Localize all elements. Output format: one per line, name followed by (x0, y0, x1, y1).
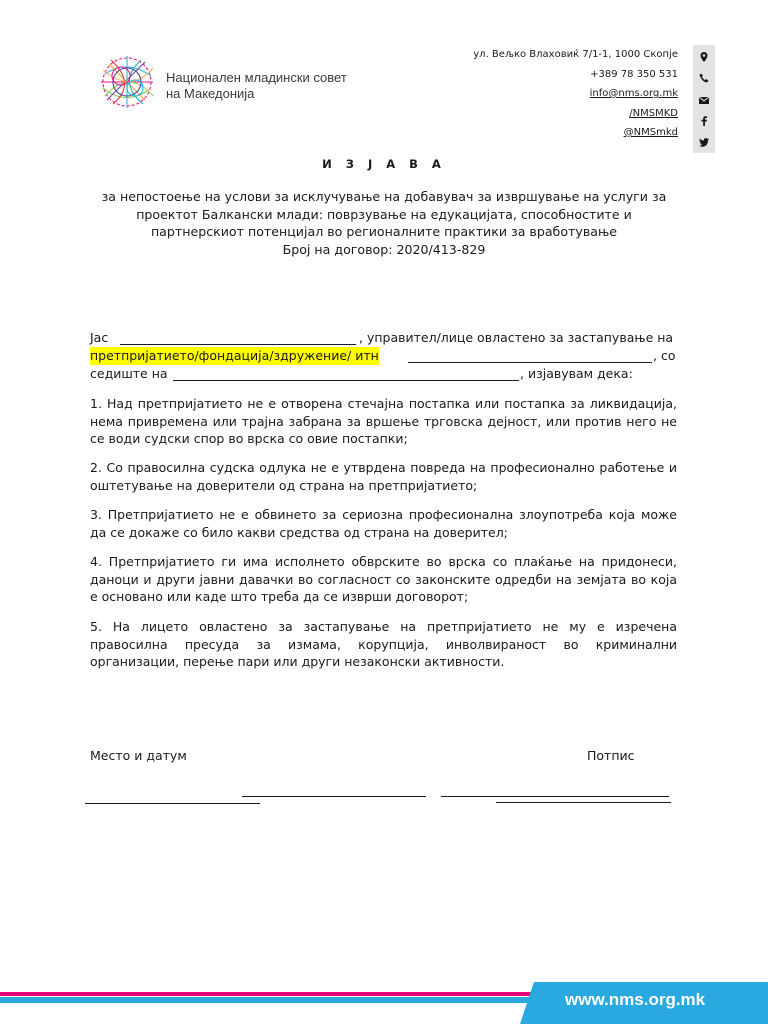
point-1: 1. Над претпријатието не е отворена стечајна постапка или постапка за ликвидација, нема привремена или трајна забрана за вршење трговска дејност, или против него не се води судски спор во врска со овие постапки; (90, 396, 677, 447)
phone-icon (698, 72, 710, 84)
point-3: 3. Претпријатието не е обвинето за сериозна професионална злоупотреба која може да се докаже со било какви средства од страна на доверител; (90, 507, 677, 540)
intro-seat: седиште на (90, 366, 168, 381)
contact-block (473, 45, 678, 143)
twitter-icon[interactable] (698, 136, 710, 148)
intro-representative: , управител/лице овластено за застапување на (359, 330, 674, 345)
signature-line (441, 796, 669, 797)
phone: +389 78 350 531 (590, 68, 678, 80)
place-date-line-lower (85, 803, 260, 804)
name-blank-line (120, 344, 356, 345)
point-4: 4. Претпријатието ги има исполнето обврските во врска со плаќање на придонеси, даноци и други јавни давачки во согласност со законските одредби на земјата во која е основано или каде што треба да се изврши договорот; (90, 554, 677, 605)
intro-declare: , изјавувам дека: (520, 366, 633, 381)
document-subtitle (80, 188, 688, 258)
signature-line-lower (496, 802, 671, 803)
subtitle-line: проектот Балкански млади: поврзување на едукацијата, способностите и (136, 206, 632, 222)
org-name (166, 70, 347, 102)
highlighted-entity-type: претпријатието/фондација/здружение/ итн (90, 348, 379, 363)
twitter-link[interactable]: @NMSmkd (623, 127, 678, 138)
org-name-line2: на Македонија (166, 86, 255, 101)
contact-icon-bar (693, 45, 715, 153)
subtitle-line: за непостоење на услови за исклучување на добавувач за извршување на услуги за (101, 189, 667, 204)
intro-jas: Јас (90, 330, 109, 345)
point-2: 2. Со правосилна судска одлука не е утврдена повреда на професионално работење и оштетување на доверители од страна на претпријатието; (90, 460, 677, 493)
subtitle-line: партнерскиот потенцијал во регионалните практики за вработување (150, 224, 618, 239)
email-link[interactable]: info@nms.org.mk (589, 88, 678, 99)
footer-url[interactable]: www.nms.org.mk (565, 990, 706, 1009)
address: ул. Вељко Влаховиќ 7/1-1, 1000 Скопје (473, 49, 678, 60)
seat-blank-line (173, 380, 519, 381)
facebook-link[interactable]: /NMSMKD (629, 107, 678, 119)
mail-icon (698, 94, 710, 106)
entity-blank-line (408, 362, 652, 363)
signature-label: Потпис (587, 748, 635, 763)
location-icon (698, 51, 710, 63)
org-name-line1: Национален младински совет (166, 70, 347, 85)
facebook-icon[interactable] (698, 115, 710, 127)
place-date-label: Место и датум (90, 748, 187, 763)
document-title: И З Ј А В А (322, 157, 446, 171)
contract-number: Број на договор: 2020/413-829 (282, 241, 486, 257)
place-date-line (242, 796, 426, 797)
nms-logo (97, 54, 161, 110)
point-5: 5. На лицето овластено за застапување на претпријатието не му е изречена правосилна пресуда за измама, корупција, инволвираност во криминални организации, перење пари или други незаконски активности. (90, 619, 677, 670)
intro-with: , со (653, 348, 676, 363)
